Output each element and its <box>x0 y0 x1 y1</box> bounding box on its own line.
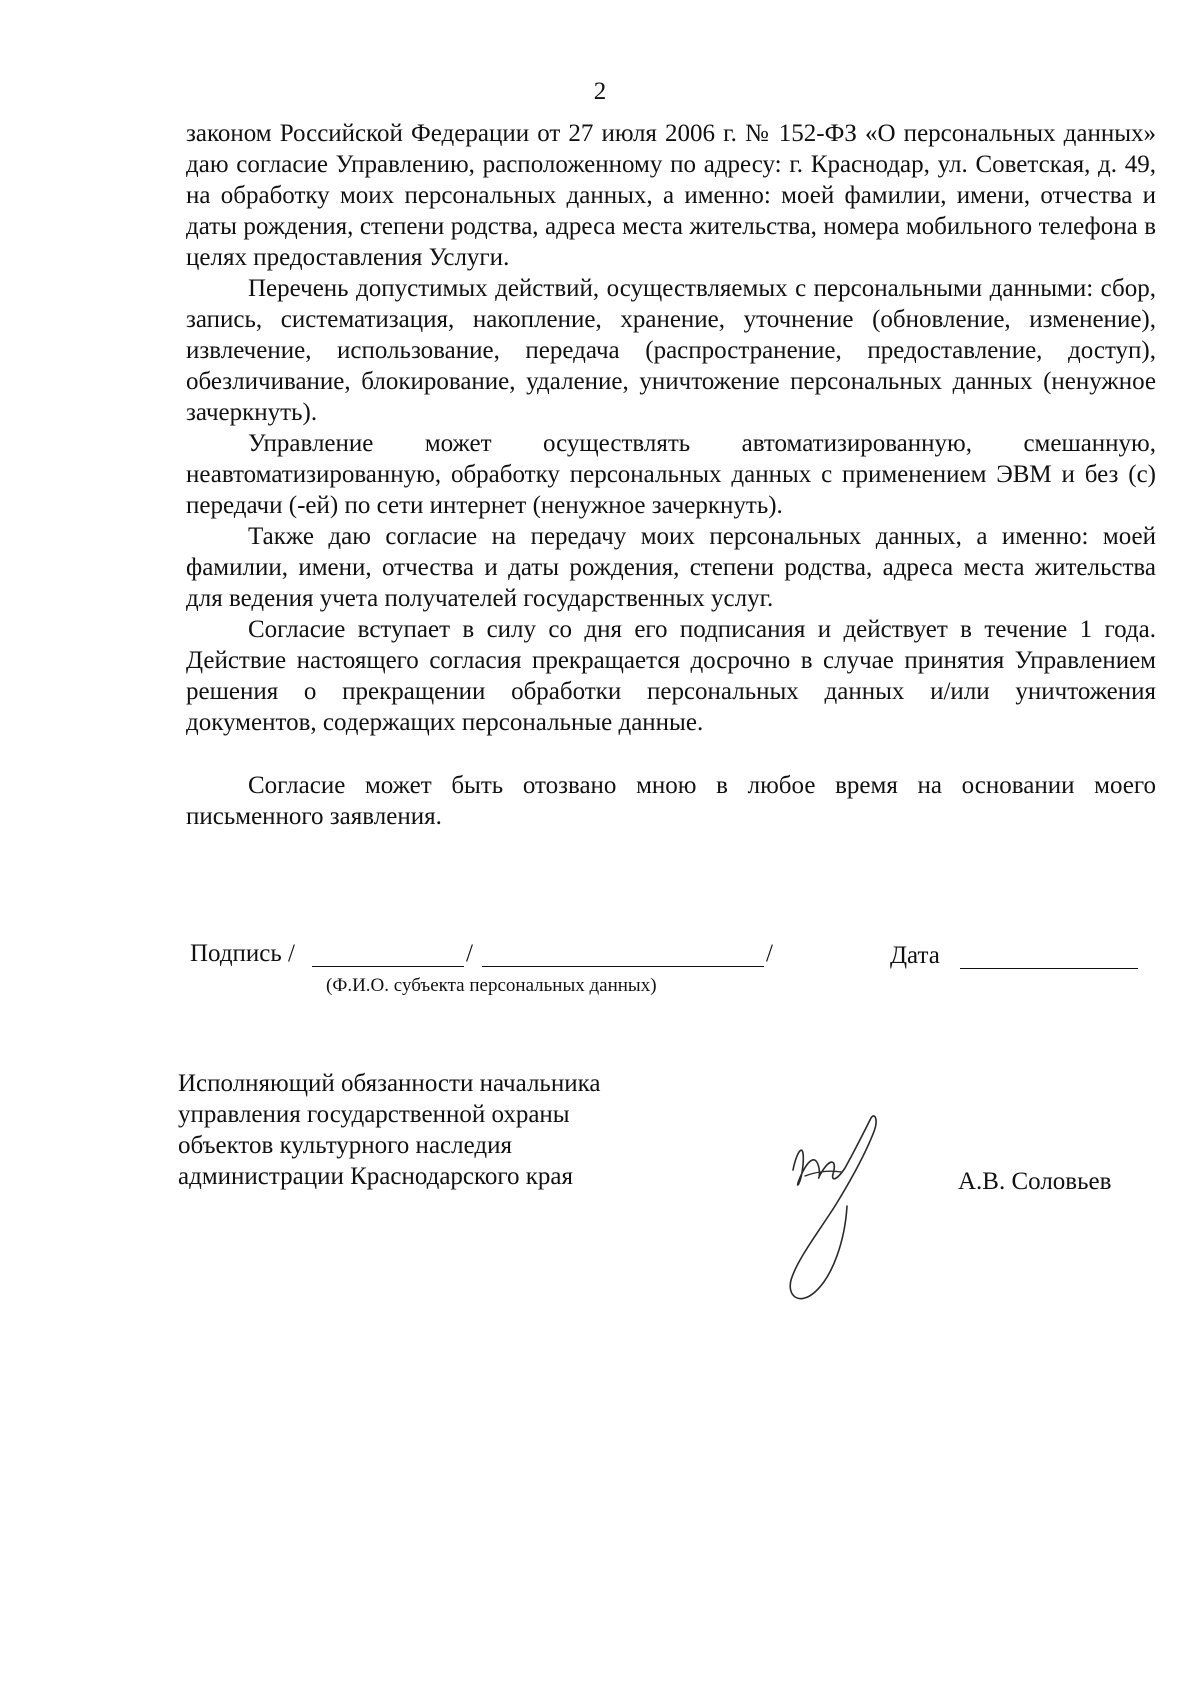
paragraph-validity: Согласие вступает в силу со дня его подписания и действует в течение 1 года. Действие настоящего согласия прекращается досрочно в случае принятия Управлением решения о прекращении обработки персональных данных и/или уничтожения документов, содержащих персональные данные. <box>186 616 1156 736</box>
official-title-line: администрации Краснодарского края <box>178 1163 574 1190</box>
paragraph-processing-methods: Управление может осуществлять автоматизированную, смешанную, неавтоматизированную, обработку персональных данных с применением ЭВМ и без (с) передачи (-ей) по сети интернет (ненужное зачеркнуть). <box>186 430 1156 519</box>
official-title-line: Исполняющий обязанности начальника <box>178 1070 601 1097</box>
paragraph-actions-list: Перечень допустимых действий, осуществляемых с персональными данными: сбор, запись, систематизация, накопление, хранение, уточнение (обновление, изменение), извлечение, использование, передача (распространение, предоставление, доступ), обезличивание, блокирование, удаление, уничтожение персональных данных (ненужное зачеркнуть). <box>186 275 1156 426</box>
date-blank[interactable] <box>960 946 1138 969</box>
paragraph-transfer-consent: Также даю согласие на передачу моих персональных данных, а именно: моей фамилии, имени, отчества и даты рождения, степени родства, адреса места жительства для ведения учета получателей государственных услуг. <box>186 523 1156 612</box>
fio-slash: / <box>766 940 773 967</box>
official-title-line: объектов культурного наследия <box>178 1132 512 1159</box>
signature-row <box>190 940 1130 980</box>
official-title <box>178 1068 600 1192</box>
paragraph-revocation: Согласие может быть отозвано мною в любое время на основании моего письменного заявления. <box>186 772 1156 830</box>
fio-blank[interactable] <box>482 944 764 967</box>
date-label: Дата <box>890 942 940 969</box>
signature-label: Подпись / <box>190 940 296 967</box>
official-title-line: управления государственной охраны <box>178 1101 570 1128</box>
page-number: 2 <box>593 78 607 105</box>
paragraph-law-consent: законом Российской Федерации от 27 июля 2006 г. № 152-ФЗ «О персональных данных» даю согласие Управлению, расположенному по адресу: г. Краснодар, ул. Советская, д. 49, на обработку моих персональных данных, а именно: моей фамилии, имени, отчества и даты рождения, степени родства, адреса места жительства, номера мобильного телефона в целях предоставления Услуги. <box>186 120 1156 271</box>
fio-caption: (Ф.И.О. субъекта персональных данных) <box>326 975 657 996</box>
signature-blank[interactable] <box>312 944 464 967</box>
signature-slash: / <box>466 940 473 967</box>
handwritten-signature <box>775 1110 935 1340</box>
signer-name: А.В. Соловьев <box>958 1168 1112 1195</box>
consent-body <box>186 118 1156 832</box>
